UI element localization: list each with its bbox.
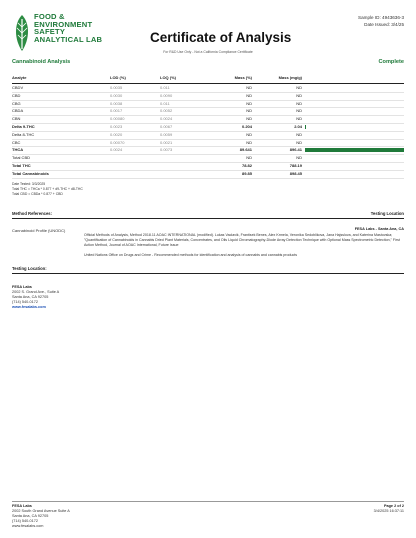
mass-percent-cell: ND: [246, 108, 252, 114]
analyte-cell: THCA: [12, 147, 24, 153]
mass-percent-cell: ND: [246, 155, 252, 161]
loq-cell: 0.0052: [160, 108, 173, 114]
heading-text: Testing Location:: [12, 266, 47, 271]
cannabinoid-section-heading: [12, 59, 404, 65]
loq-cell: 0.0021: [160, 139, 173, 145]
note-line: Total THC = THCa * 0.877 + d9-THC + d8-THC: [12, 187, 83, 192]
mass-bar: [305, 148, 404, 153]
mass-percent-cell: 0.204: [241, 124, 252, 129]
lod-cell: 0.0030: [110, 92, 123, 98]
page-number: Page 2 of 2: [383, 504, 404, 508]
col-analyte: Analyte: [12, 75, 27, 80]
method-reference-text: Official Methods of Analysis, Method 2018.11 AOAC INTERNATIONAL (modified). Lukas Vaclavik, Frantisek Benes, Alex Krmela, Veronika Sedoblikova, Jana Hajsslova, and Katerina Mastovska; "Quantification of Cannabinoids in Cannabis Dried Plant Materials, Concentrates, and Oils Liquid Chromatography-Diode Array Detection Technique with Optional Mass Spectrometric Detection," First Action Method, Journal of AOAC International, Future Issue: [84, 233, 400, 247]
table-header: [12, 75, 404, 84]
sample-id: Sample ID: 4943636-3: [358, 15, 404, 20]
mass-bar: [305, 125, 404, 130]
mass-percent-cell: ND: [246, 139, 252, 145]
section-title: Cannabinoid Analysis: [12, 59, 71, 65]
analyte-cell: Delta 9-THC: [12, 124, 35, 129]
lod-cell: 0.0017: [110, 108, 123, 114]
phone: (714) 540-0172: [12, 300, 38, 304]
logo-line: ENVIRONMENT: [34, 19, 93, 29]
calc-notes: [12, 182, 83, 198]
note-line: Total CBD = CBDa * 0.877 + CBD: [12, 192, 63, 197]
analyte-cell: Total CBD: [12, 155, 31, 161]
logo-line: FOOD &: [34, 12, 65, 21]
lod-cell: 0.0023: [110, 124, 123, 129]
logo-line: ANALYTICAL LAB: [34, 35, 103, 45]
address-line: 2002 S. Grand Ave., Suite A: [12, 290, 60, 294]
footer-address-line: 2002 South Grand Avenue Suite A: [12, 509, 70, 513]
date-issued: Date Issued: 3/4/25: [364, 22, 404, 27]
lod-cell: 0.0038: [110, 100, 123, 106]
mass-percent-cell: 89.85: [241, 170, 252, 176]
analyte-cell: CBN: [12, 116, 21, 122]
col-mass: Mass (%): [234, 75, 252, 80]
mass-mg-cell: ND: [296, 155, 302, 161]
analyte-cell: Total Cannabinoids: [12, 170, 49, 176]
footer-address-line: Santa Ana, CA 92705: [12, 514, 49, 518]
lab-location-tag: FESA Labs - Santa Ana, CA: [354, 227, 404, 231]
heading-text: Method References:: [12, 211, 53, 216]
col-loq: LOQ (%): [160, 75, 176, 80]
mass-mg-cell: 788.19: [289, 163, 302, 168]
fesa-logo: [12, 13, 132, 53]
mass-mg-cell: ND: [296, 85, 302, 90]
analyte-cell: CBDA: [12, 108, 24, 114]
mass-percent-cell: ND: [246, 131, 252, 137]
loq-cell: 0.011: [160, 100, 170, 106]
lod-cell: 0.0035: [110, 85, 123, 90]
footer-page-info: [374, 504, 404, 514]
lod-cell: 0.00080: [110, 116, 125, 122]
logo-text: [34, 13, 102, 44]
sample-info: [358, 14, 404, 28]
loq-cell: 0.0090: [160, 92, 173, 98]
mass-percent-cell: ND: [246, 85, 252, 90]
lod-cell: 0.00070: [110, 139, 125, 145]
footer-divider: [12, 501, 404, 502]
leaf-icon: [12, 13, 32, 53]
mass-percent-cell: 78.82: [241, 163, 252, 168]
status-badge: Complete: [378, 59, 404, 65]
mass-mg-cell: ND: [296, 131, 302, 137]
loq-cell: 0.0073: [160, 147, 173, 153]
analyte-cell: CBD: [12, 92, 21, 98]
mass-mg-cell: ND: [296, 100, 302, 106]
analyte-cell: Total THC: [12, 163, 31, 168]
lab-name: FESA Labs: [12, 285, 32, 289]
footer-phone: (714) 540-0172: [12, 519, 38, 523]
mass-bar-fill: [305, 148, 404, 153]
page-subtitle: For R&D Use Only - Not a California Compliance Certificate: [163, 50, 253, 54]
lod-cell: 0.0024: [110, 147, 123, 153]
mass-percent-cell: 89.641: [239, 147, 252, 153]
table-row: [12, 170, 404, 179]
analyte-cell: Delta 8-THC: [12, 131, 35, 137]
footer-lab-name: FESA Labs: [12, 504, 32, 508]
testing-location-address: [12, 285, 59, 310]
mass-percent-cell: ND: [246, 116, 252, 122]
loq-cell: 0.011: [160, 85, 170, 90]
logo-line: SAFETY: [34, 27, 66, 37]
mass-mg-cell: ND: [296, 108, 302, 114]
loq-cell: 0.0067: [160, 124, 173, 129]
mass-bar-fill: [305, 125, 306, 130]
note-line: Date Tested: 3/3/2025: [12, 182, 46, 186]
loq-cell: 0.0024: [160, 116, 173, 122]
mass-mg-cell: 896.41: [289, 147, 302, 153]
col-lod: LOD (%): [110, 75, 126, 80]
mass-mg-cell: ND: [296, 92, 302, 98]
method-references-heading: [12, 211, 404, 219]
lod-cell: 0.0020: [110, 131, 123, 137]
method-name: Cannabinoid Profile (UNODC): [12, 228, 66, 233]
print-timestamp: 3/4/2025 16:37:11: [373, 509, 404, 513]
analyte-cell: CBDV: [12, 85, 24, 90]
testing-location-heading: [12, 266, 404, 274]
footer-website[interactable]: www.fesalabs.com: [12, 524, 44, 528]
col-mass-mg: Mass (mg/g): [278, 75, 302, 80]
method-reference-text: United Nations Office on Drugs and Crime - Recommended methods for identification and analysis of cannabis and cannabis products: [84, 253, 298, 257]
mass-mg-cell: 2.04: [294, 124, 302, 129]
analyte-cell: CBG: [12, 100, 21, 106]
mass-percent-cell: ND: [246, 92, 252, 98]
page-title: Certificate of Analysis: [150, 30, 292, 45]
mass-percent-cell: ND: [246, 100, 252, 106]
mass-mg-cell: 898.45: [289, 170, 302, 176]
website-link[interactable]: www.fesalabs.com: [12, 305, 46, 309]
footer-address: [12, 504, 70, 529]
address-line: Santa Ana, CA 92705: [12, 295, 49, 299]
analyte-cell: CBC: [12, 139, 21, 145]
testing-location-label: Testing Location: [370, 211, 404, 216]
mass-mg-cell: ND: [296, 139, 302, 145]
loq-cell: 0.0059: [160, 131, 173, 137]
mass-mg-cell: ND: [296, 116, 302, 122]
